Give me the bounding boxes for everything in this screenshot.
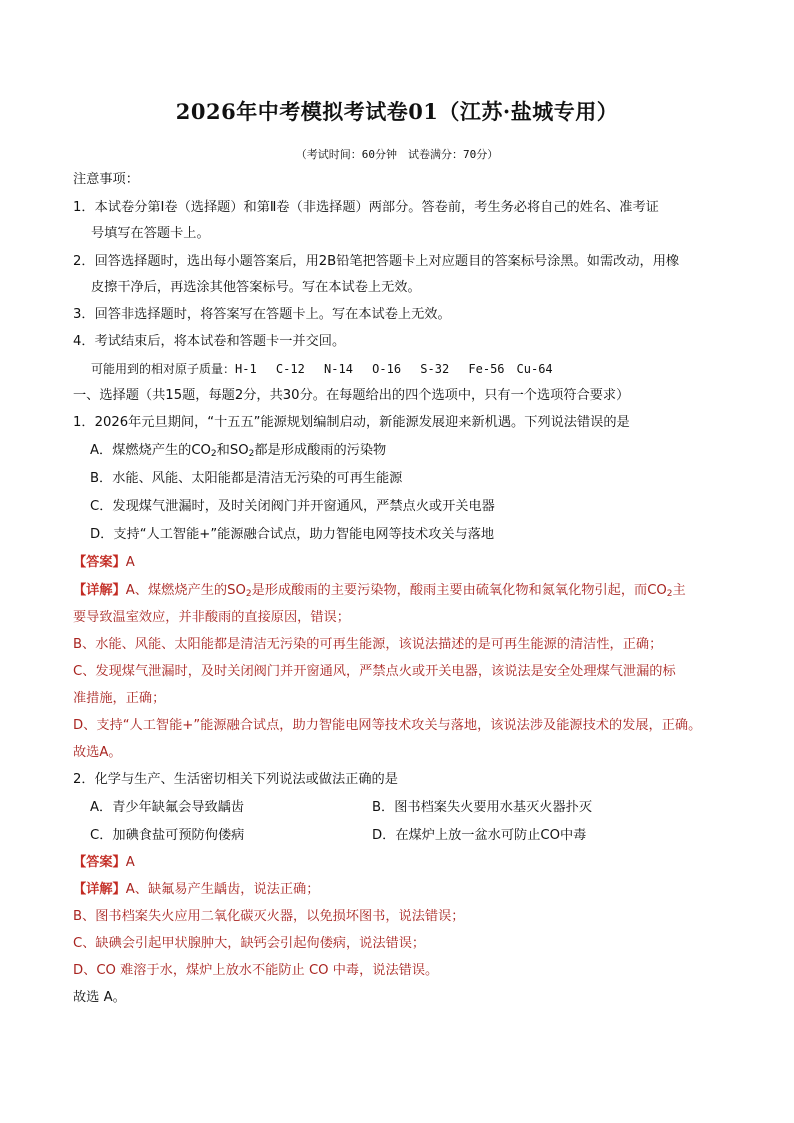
q2-option-c: C．加碘食盐可预防佝偻病 bbox=[90, 828, 245, 843]
q2-option-b: B．图书档案失火要用水基灭火器扑灭 bbox=[372, 800, 593, 815]
note-3: 3．回答非选择题时，将答案写在答题卡上。写在本试卷上无效。 bbox=[73, 307, 451, 322]
q2-option-d: D．在煤炉上放一盆水可防止CO中毒 bbox=[372, 828, 587, 843]
detail-text: A、缺氟易产生龋齿，说法正确； bbox=[125, 882, 320, 897]
q2-options-row-2 bbox=[90, 826, 710, 846]
q1-detail-b: B、水能、风能、太阳能都是清洁无污染的可再生能源，该说法描述的是可再生能源的清洁性，正确； bbox=[73, 637, 663, 652]
detail-tag: 【详解】 bbox=[73, 583, 126, 598]
note-1-line-2: 号填写在答题卡上。 bbox=[91, 226, 210, 241]
q2-conclusion: 故选 A。 bbox=[73, 990, 126, 1005]
q2-answer bbox=[73, 853, 135, 873]
answer-tag: 【答案】 bbox=[73, 555, 126, 570]
notes-heading: 注意事项： bbox=[73, 172, 139, 187]
q2-detail-c: C、缺碘会引起甲状腺肿大，缺钙会引起佝偻病，说法错误； bbox=[73, 936, 426, 951]
q1-answer bbox=[73, 553, 135, 573]
subscript: 2 bbox=[210, 449, 217, 459]
subscript: 2 bbox=[666, 589, 673, 599]
answer-tag: 【答案】 bbox=[73, 855, 126, 870]
q1-option-c: C．发现煤气泄漏时，及时关闭阀门并开窗通风，严禁点火或开关电器 bbox=[90, 499, 495, 514]
q2-option-a: A．青少年缺氟会导致龋齿 bbox=[90, 800, 245, 815]
subscript: 2 bbox=[245, 589, 252, 599]
q1-detail-line-2: 要导致温室效应，并非酸雨的直接原因，错误； bbox=[73, 610, 350, 625]
section-heading: 一、选择题（共15题，每题2分，共30分。在每题给出的四个选项中，只有一个选项符合要求） bbox=[73, 388, 630, 403]
q1-option-a-text: 和SO bbox=[216, 443, 249, 458]
q2-options-row-1 bbox=[90, 798, 710, 818]
q2-detail-a bbox=[73, 880, 319, 900]
answer-value: A bbox=[125, 555, 135, 570]
detail-text: 主 bbox=[672, 583, 686, 598]
note-2-line-2: 皮擦干净后，再选涂其他答案标号。写在本试卷上无效。 bbox=[91, 280, 421, 295]
q1-option-a-text: 都是形成酸雨的污染物 bbox=[254, 443, 387, 458]
exam-info: （考试时间：60分钟 试卷满分：70分） bbox=[295, 148, 499, 161]
q1-option-b: B．水能、风能、太阳能都是清洁无污染的可再生能源 bbox=[90, 471, 403, 486]
q1-option-d: D．支持“人工智能+”能源融合试点，助力智能电网等技术攻关与落地 bbox=[90, 527, 495, 542]
subscript: 2 bbox=[248, 449, 255, 459]
q1-option-a-text: A．煤燃烧产生的CO bbox=[90, 443, 211, 458]
page-title: 2026年中考模拟考试卷01（江苏·盐城专用） bbox=[175, 99, 619, 124]
note-4: 4．考试结束后，将本试卷和答题卡一并交回。 bbox=[73, 334, 346, 349]
atomic-masses: 可能用到的相对原子质量：H-1 C-12 N-14 O-16 S-32 Fe-56 Cu-64 bbox=[91, 362, 553, 376]
q1-detail-d: D、支持“人工智能+”能源融合试点，助力智能电网等技术攻关与落地，该说法涉及能源技术的发展，正确。 bbox=[73, 718, 702, 733]
q1-detail-line-1 bbox=[73, 581, 686, 604]
q1-stem: 1．2026年元旦期间，“十五五”能源规划编制启动，新能源发展迎来新机遇。下列说法错误的是 bbox=[73, 415, 630, 430]
q1-option-a bbox=[90, 441, 386, 464]
note-2-line-1: 2．回答选择题时，选出每小题答案后，用2B铅笔把答题卡上对应题目的答案标号涂黑。如需改动，用橡 bbox=[73, 254, 680, 269]
q2-stem: 2．化学与生产、生活密切相关下列说法或做法正确的是 bbox=[73, 772, 398, 787]
detail-text: 是形成酸雨的主要污染物，酸雨主要由硫氧化物和氮氧化物引起，而CO bbox=[251, 583, 667, 598]
answer-value: A bbox=[125, 855, 135, 870]
q1-detail-c-line-2: 准措施，正确； bbox=[73, 691, 166, 706]
q1-conclusion: 故选A。 bbox=[73, 745, 122, 760]
q2-detail-b: B、图书档案失火应用二氧化碳灭火器，以免损坏图书，说法错误； bbox=[73, 909, 465, 924]
q2-detail-d: D、CO 难溶于水，煤炉上放水不能防止 CO 中毒，说法错误。 bbox=[73, 963, 439, 978]
note-1-line-1: 1．本试卷分第Ⅰ卷（选择题）和第Ⅱ卷（非选择题）两部分。答卷前，考生务必将自己的姓名、准考证 bbox=[73, 200, 659, 215]
detail-text: A、煤燃烧产生的SO bbox=[125, 583, 246, 598]
q1-detail-c-line-1: C、发现煤气泄漏时，及时关闭阀门并开窗通风，严禁点火或开关电器，该说法是安全处理煤气泄漏的标 bbox=[73, 664, 676, 679]
detail-tag: 【详解】 bbox=[73, 882, 126, 897]
